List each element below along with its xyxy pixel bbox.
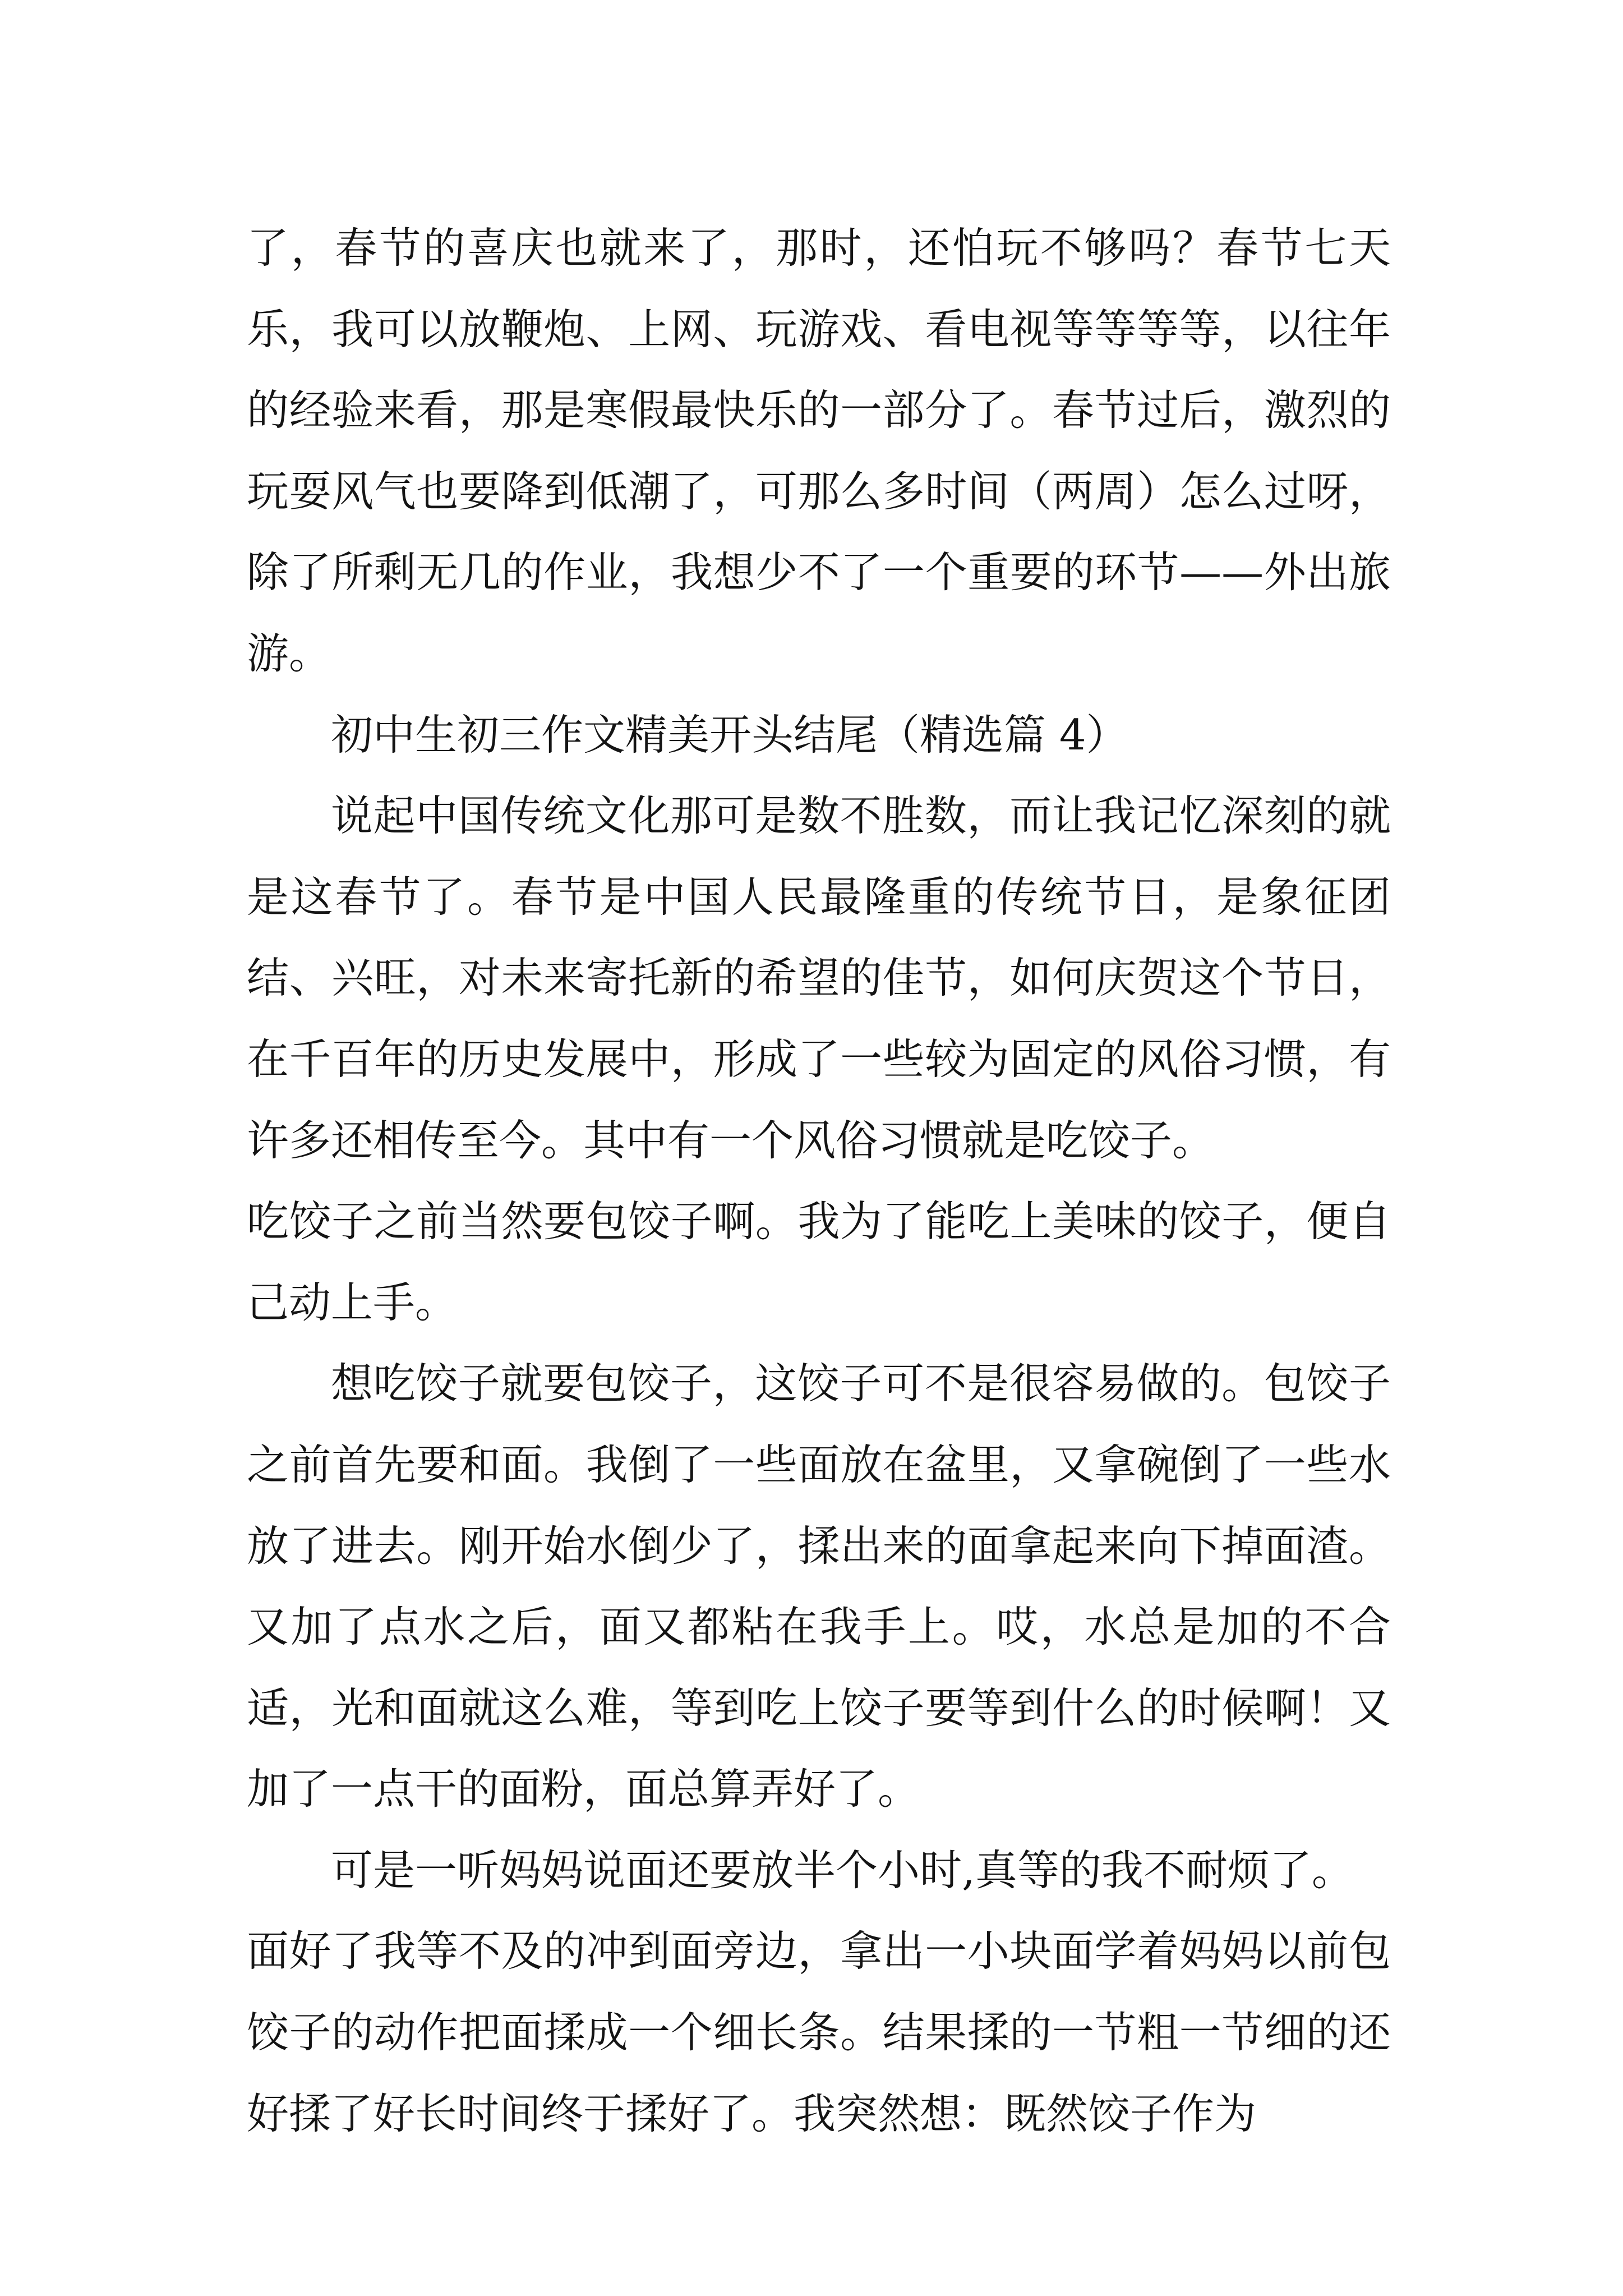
paragraph-chinese-culture-spring-festival: 说起中国传统文化那可是数不胜数，而让我记忆深刻的就是这春节了。春节是中国人民最隆重的传统节日，是象征团结、兴旺，对未来寄托新的希望的佳节，如何庆贺这个节日，在千百年的历史发展中，形成了一些较为固定的风俗习惯，有许多还相传至今。其中有一个风俗习惯就是吃饺子。 吃饺子之前当然要包饺子啊。我为了能吃上美味的饺子，便自己动上手。	[247, 791, 1391, 1327]
paragraph-rolling-dough: 可是一听妈妈说面还要放半个小时,真等的我不耐烦了。 面好了我等不及的冲到面旁边，拿出一小块面学着妈妈以前包饺子的动作把面揉成一个细长条。结果揉的一节粗一节细的还好揉了好长时间终于揉好了。我突然想：既然饺子作为	[247, 1845, 1391, 2138]
paragraph-making-dough: 想吃饺子就要包饺子，这饺子可不是很容易做的。包饺子之前首先要和面。我倒了一些面放在盆里，又拿碗倒了一些水放了进去。刚开始水倒少了，揉出来的面拿起来向下掉面渣。又加了点水之后，面又都粘在我手上。哎，水总是加的不合适，光和面就这么难，等到吃上饺子要等到什么的时候啊！又加了一点干的面粉，面总算弄好了。	[247, 1359, 1391, 1814]
body-text	[247, 208, 1391, 2154]
continued-paragraph: 了，春节的喜庆也就来了，那时，还怕玩不够吗？春节七天乐，我可以放鞭炮、上网、玩游戏、看电视等等等等，以往年的经验来看，那是寒假最快乐的一部分了。春节过后，激烈的玩耍风气也要降到低潮了，可那么多时间（两周）怎么过呀，除了所剩无几的作业，我想少不了一个重要的环节——外出旅游。	[247, 223, 1391, 678]
section-heading: 初中生初三作文精美开头结尾（精选篇 4）	[331, 710, 1128, 760]
